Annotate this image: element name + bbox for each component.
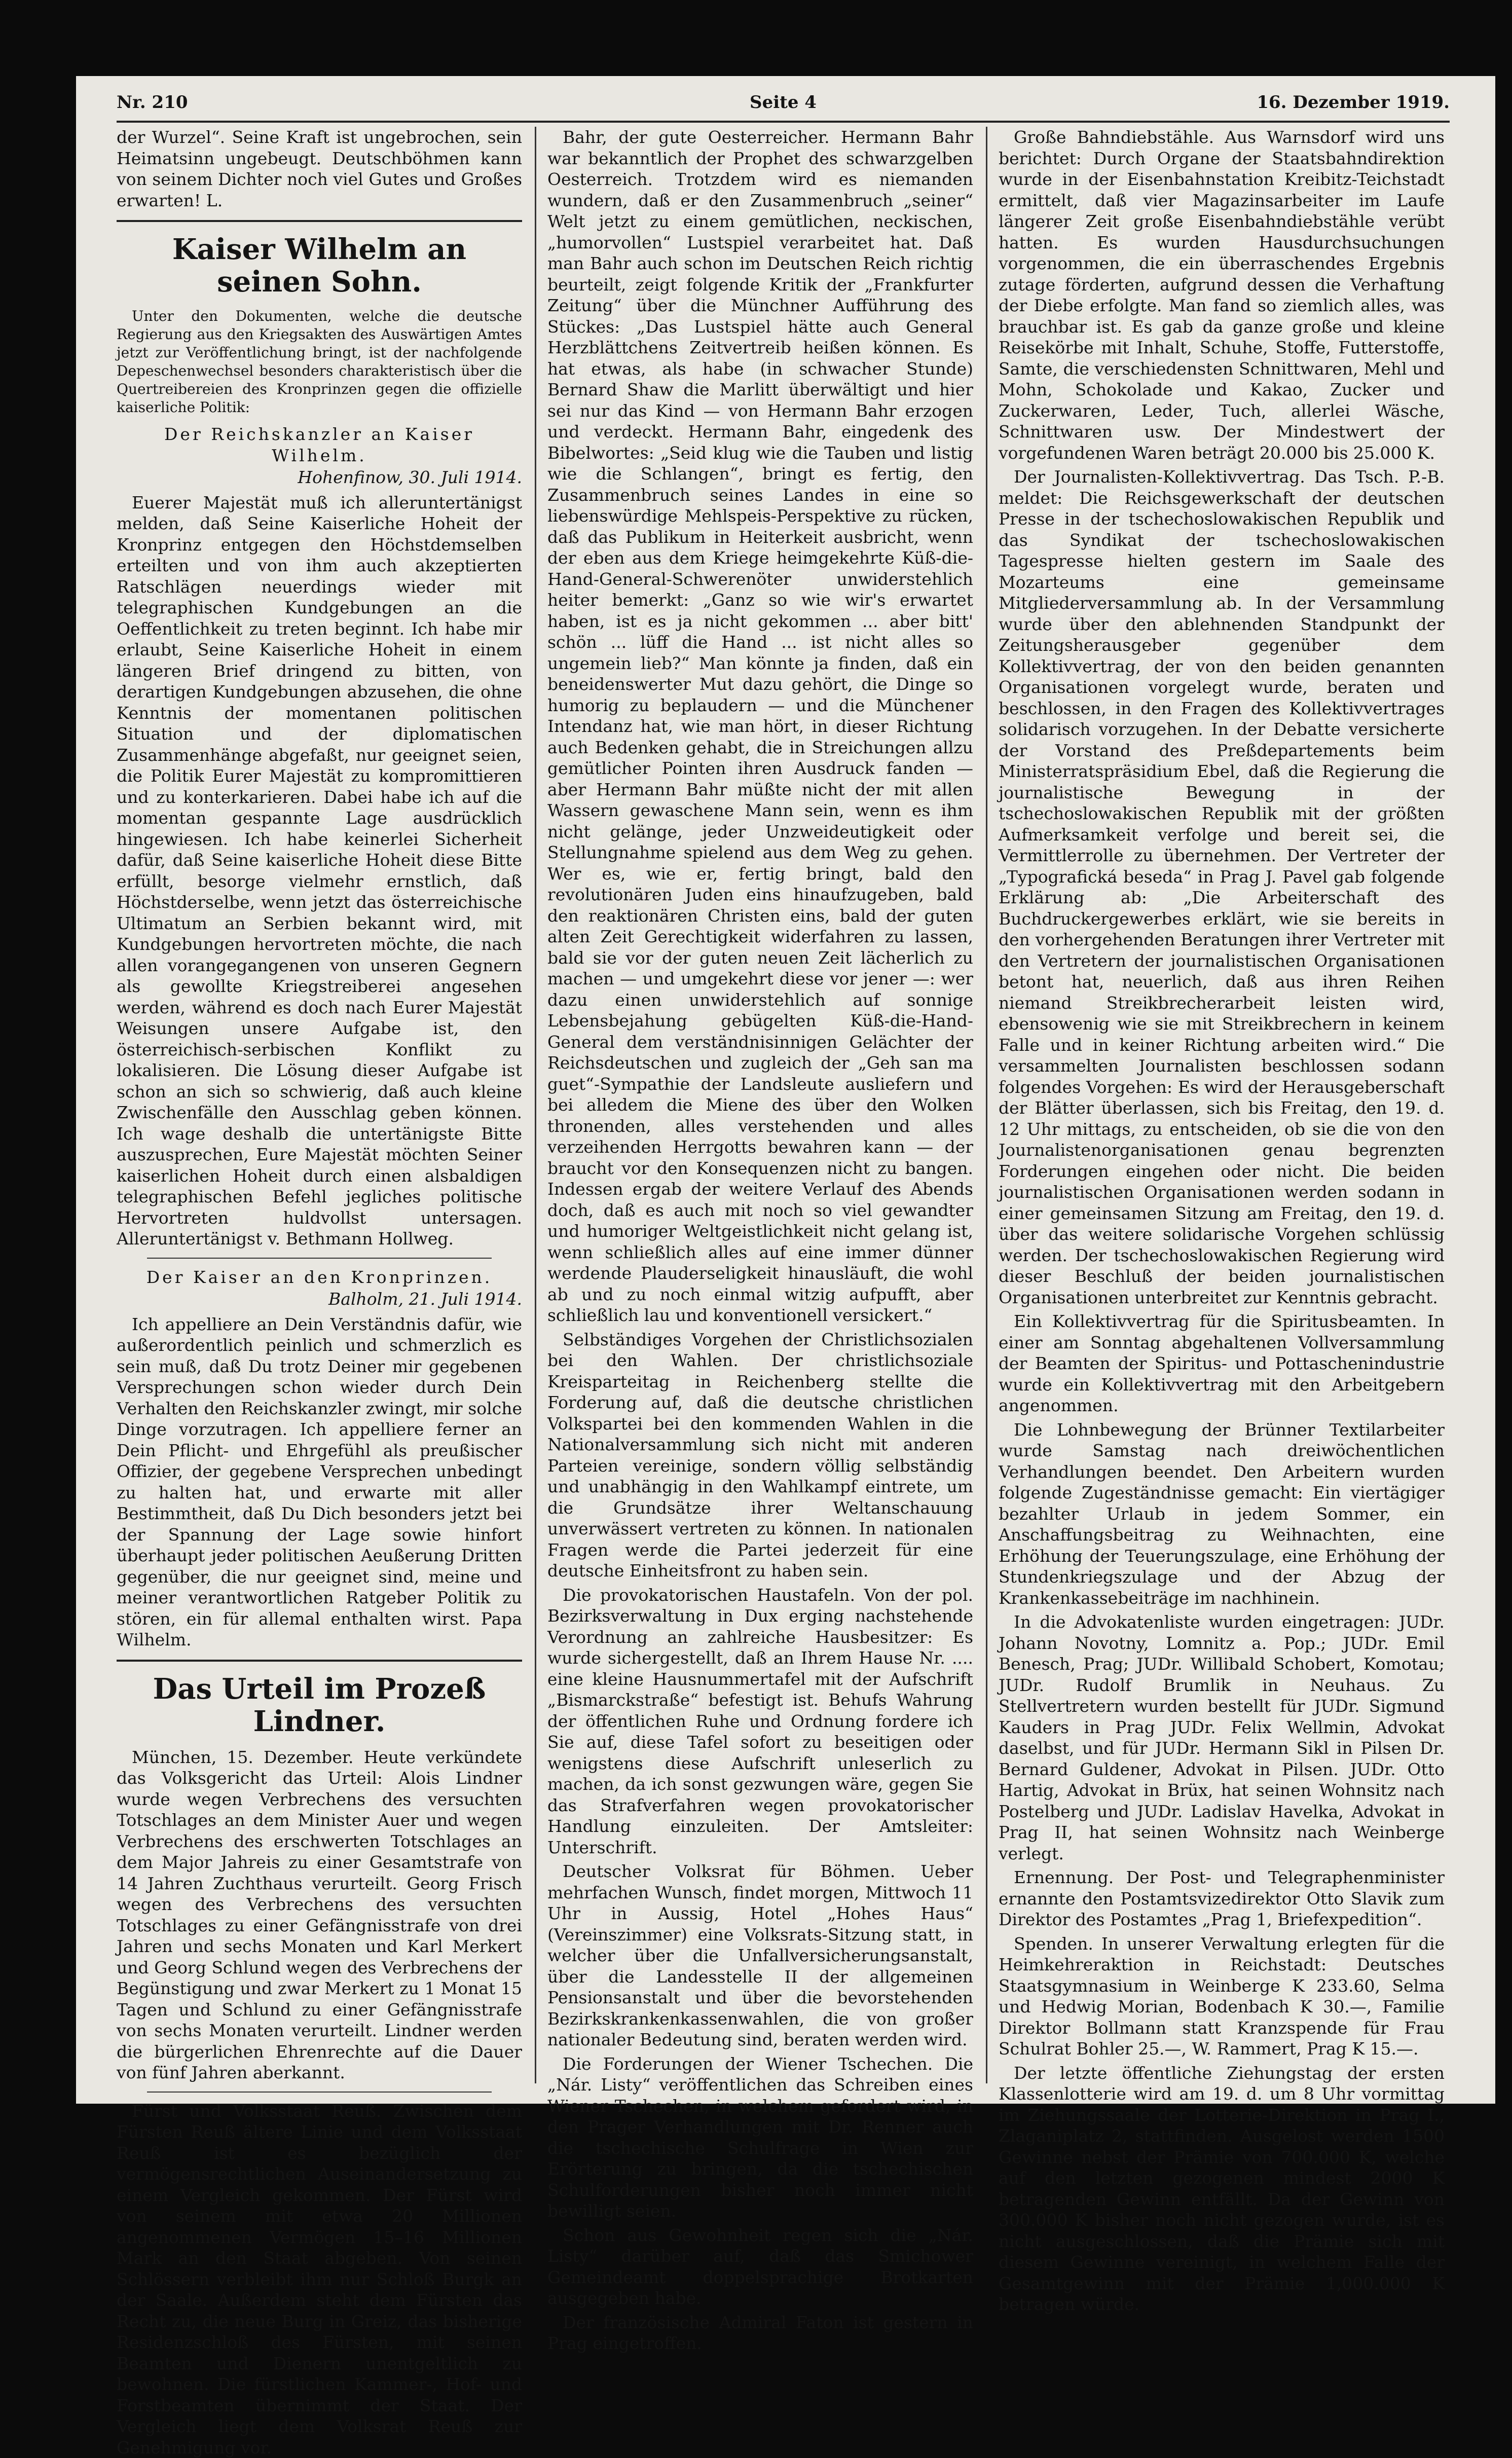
separator	[147, 1258, 492, 1259]
article-paragraph: Der Journalisten-Kollektivvertrag. Das Tsch. P.-B. meldet: Die Reichsgewerkschaft der deutschen Presse in der tschechoslowakischen Republik und das Syndikat der tschechoslowakischen Tagespresse hielten gestern im Saale des Mozarteums eine gemeinsame Mitgliederversammlung ab. In der Versammlung wurde über den ablehnenden Standpunkt der Zeitungsherausgeber gegenüber dem Kollektivvertrag, der von den beiden genannten Organisationen vorgelegt wurde, beraten und beschlossen, in den Fragen des Kollektivvertrages solidarisch vorzugehen. In der Debatte versicherte der Vorstand des Preßdepartements beim Ministerratspräsidium Ebel, daß die Regierung die journalistische Bewegung in der tschechoslowakischen Republik mit der größten Aufmerksamkeit verfolge und bereit sei, die Vermittlerrolle zu übernehmen. Der Vertreter der „Typografická beseda“ in Prag J. Pavel gab folgende Erklärung ab: „Die Arbeiterschaft des Buchdruckergewerbes erklärt, wie sie bereits in den vorhergehenden Beratungen ihrer Vertreter mit den Vertretern der journalistischen Organisationen betont hat, neuerlich, daß aus ihren Reihen niemand Streikbrecherarbeit leisten wird, ebensowenig wie sie mit Streikbrechern in keinem Falle und in keiner Richtung arbeiten wird.“ Die versammelten Journalisten beschlossen sodann folgendes Vorgehen: Es wird der Herausgeberschaft der Blätter überlassen, sich bis Freitag, den 19. d. 12 Uhr mittags, zu entscheiden, ob sie die von den Journalistenorganisationen genau begrenzten Forderungen eingehen oder nicht. Die beiden journalistischen Organisationen werden sodann in einer gemeinsamen Sitzung am Freitag, den 19. d. über das weitere solidarische Vorgehen schlüssig werden. Der tschechoslowakischen Regierung wird dieser Beschluß der beiden journalistischen Organisationen unterbreitet zur Kenntnis gebracht.	[999, 466, 1445, 1308]
column-left	[117, 127, 522, 2083]
article-paragraph: Selbständiges Vorgehen der Christlichsozialen bei den Wahlen. Der christlichsoziale Kreisparteitag in Reichenberg stellte die Forderung auf, daß die deutsche christlichen Volkspartei bei den kommenden Wahlen in die Nationalversammlung sich nicht mit anderen Parteien vereinige, sondern völlig selbständig und unabhängig in den Wahlkampf eintrete, um die Grundsätze ihrer Weltanschauung unverwässert vertreten zu können. In nationalen Fragen werde die Partei jederzeit für eine deutsche Einheitsfront zu haben sein.	[547, 1329, 973, 1582]
article-intro: Unter den Dokumenten, welche die deutsche Regierung aus den Kriegsakten des Auswärtigen Amtes jetzt zur Veröffentlichung bringt, ist der nachfolgende Depeschenwechsel besonders charakteristisch über die Quertreibereien des Kronprinzen gegen die offizielle kaiserliche Politik:	[117, 307, 522, 417]
article-paragraph: Deutscher Volksrat für Böhmen. Ueber mehrfachen Wunsch, findet morgen, Mittwoch 11 Uhr in Aussig, Hotel „Hohes Haus“ (Vereinszimmer) eine Volksrats-Sitzung statt, in welcher über die Unfallversicherungsanstalt, über die Landesstelle II der allgemeinen Pensionsanstalt und über die bevorstehenden Bezirkskrankenkassenwahlen, die von großer nationaler Bedeutung sind, beraten werden wird.	[547, 1861, 973, 2050]
article-paragraph: Schon aus Gewohnheit regen sich die „Nár. Listy“ darüber auf, daß das Smichower Gemeindeamt doppelsprachige Brotkarten ausgegeben habe.	[547, 2225, 973, 2309]
article-paragraph: München, 15. Dezember. Heute verkündete das Volksgericht das Urteil: Alois Lindner wurde wegen Verbrechens des versuchten Totschlages an dem Minister Auer und wegen Verbrechens des erschwerten Totschlages an dem Major Jahreis zu einer Gesamtstrafe von 14 Jahren Zuchthaus verurteilt. Georg Frisch wegen des Verbrechens des versuchten Totschlages zu einer Gefängnisstrafe von drei Jahren und sechs Monaten und Karl Merkert und Georg Schlund wegen des Verbrechens der Begünstigung und zwar Merkert zu 1 Monat 15 Tagen und Schlund zu einer Gefängnisstrafe von sechs Monaten verurteilt. Lindner werden die bürgerlichen Ehrenrechte auf die Dauer von fünf Jahren aberkannt.	[117, 1747, 522, 2083]
article-paragraph: Ich appelliere an Dein Verständnis dafür, wie außerordentlich peinlich und schmerzlich es sein muß, daß Du trotz Deiner mir gegebenen Versprechungen schon wieder durch Dein Verhalten den Reichskanzler zwingt, mir solche Dinge vorzutragen. Ich appelliere ferner an Dein Pflicht- und Ehrgefühl als preußischer Offizier, der gegebene Versprechen unbedingt zu halten hat, und erwarte mit aller Bestimmtheit, daß Du Dich besonders jetzt bei der Spannung der Lage sowie hinfort überhaupt jeder politischen Aeußerung Dritten gegenüber, die nur geeignet sind, meine und meiner verantwortlichen Ratgeber Politik zu stören, ein für allemal enthalten wirst. Papa Wilhelm.	[117, 1314, 522, 1650]
article-paragraph: Der französische Admiral Faton ist gestern in Prag eingetroffen.	[547, 2312, 973, 2354]
section-divider	[117, 220, 522, 222]
section-divider	[117, 1660, 522, 1662]
column-middle	[547, 127, 973, 2083]
column-rule	[986, 127, 987, 2083]
dateline-hohenfinow: Hohenfinow, 30. Juli 1914.	[117, 467, 522, 488]
headline-kaiser-wilhelm: Kaiser Wilhelm an seinen Sohn.	[117, 233, 522, 298]
article-paragraph: Ernennung. Der Post- und Telegraphenminister ernannte den Postamtsvizedirektor Otto Slavik zum Direktor des Postamtes „Prag 1, Briefexpedition“.	[999, 1867, 1445, 1930]
subheading-reichskanzler: Der Reichskanzler an Kaiser Wilhelm.	[117, 424, 522, 466]
article-paragraph: Euerer Majestät muß ich alleruntertänigst melden, daß Seine Kaiserliche Hoheit der Kronprinz entgegen den Höchstdemselben erteilten und von ihm auch akzeptierten Ratschlägen neuerdings wieder mit telegraphischen Kundgebungen an die Oeffentlichkeit zu treten beginnt. Ich habe mir erlaubt, Seine Kaiserliche Hoheit in einem längeren Brief dringend zu bitten, von derartigen Kundgebungen abzusehen, die ohne Kenntnis der momentanen politischen Situation und der diplomatischen Zusammenhänge abgefaßt, nur geeignet seien, die Politik Eurer Majestät zu kompromittieren und zu konterkarieren. Dabei habe ich auf die momentan gespannte Lage ausdrücklich hingewiesen. Ich habe keinerlei Sicherheit dafür, daß Seine kaiserliche Hoheit diese Bitte erfüllt, besorge vielmehr ernstlich, daß Höchstderselbe, wenn jetzt das österreichische Ultimatum an Serbien bekannt wird, mit Kundgebungen hervortreten möchte, die nach allen vorangegangenen von unseren Gegnern als gewollte Kriegstreiberei angesehen werden, während es doch nach Eurer Majestät Weisungen unsere Aufgabe ist, den österreichisch-serbischen Konflikt zu lokalisieren. Die Lösung dieser Aufgabe ist schon an sich so schwierig, daß auch kleine Zwischenfälle den Ausschlag geben können. Ich wage deshalb die untertänigste Bitte auszusprechen, Eure Majestät möchten Seiner kaiserlichen Hoheit durch einen alsbaldigen telegraphischen Befehl jegliches politische Hervortreten huldvollst untersagen. Alleruntertänigst v. Bethmann Hollweg.	[117, 492, 522, 1250]
article-paragraph: Spenden. In unserer Verwaltung erlegten für die Heimkehreraktion in Reichstadt: Deutsches Staatsgymnasium in Weinberge K 233.60, Selma und Hedwig Morian, Bodenbach K 30.—, Familie Direktor Bollmann statt Kranzspende für Frau Schulrat Bohler 25.—, W. Rammert, Prag K 15.—.	[999, 1933, 1445, 2060]
headline-prozess-lindner: Das Urteil im Prozeß Lindner.	[117, 1673, 522, 1738]
newspaper-page	[76, 76, 1495, 2104]
column-rule	[535, 127, 536, 2083]
article-paragraph: Große Bahndiebstähle. Aus Warnsdorf wird uns berichtet: Durch Organe der Staatsbahndirektion wurde in der Eisenbahnstation Kreibitz-Teichstadt ermittelt, daß vier Magazinsarbeiter im Laufe längerer Zeit große Eisenbahndiebstähle verübt hatten. Es wurden Hausdurchsuchungen vorgenommen, die ein überraschendes Ergebnis zutage förderten, aufgrund dessen die Verhaftung der Diebe erfolgte. Man fand so ziemlich alles, was brauchbar ist. Es gab da ganze große und kleine Reisekörbe mit Inhalt, Schuhe, Stoffe, Futterstoffe, Samte, die verschiedensten Schnittwaren, Mehl und Mohn, Schokolade und Kakao, Zucker und Zuckerwaren, Leder, Tuch, allerlei Wäsche, Schnittwaren usw. Der Mindestwert der vorgefundenen Waren beträgt 20.000 bis 25.000 K.	[999, 127, 1445, 463]
page-number: Seite 4	[117, 92, 1450, 113]
dateline-balholm: Balholm, 21. Juli 1914.	[117, 1289, 522, 1310]
subheading-kaiser: Der Kaiser an den Kronprinzen.	[117, 1267, 522, 1288]
article-paragraph: Die Lohnbewegung der Brünner Textilarbeiter wurde Samstag nach dreiwöchentlichen Verhandlungen beendet. Den Arbeitern wurden folgende Zugeständnisse gemacht: Ein viertägiger bezahlter Urlaub in jedem Sommer, ein Anschaffungsbeitrag zu Weihnachten, eine Erhöhung der Teuerungszulage, eine Erhöhung der Stundenkriegszulage und der Abzug der Krankenkassebeiträge im nachhinein.	[999, 1419, 1445, 1609]
article-paragraph: In die Advokatenliste wurden eingetragen: JUDr. Johann Novotny, Lomnitz a. Pop.; JUDr. Emil Benesch, Prag; JUDr. Willibald Schobert, Komotau; JUDr. Rudolf Brumlik in Neuhaus. Zu Stellvertretern wurden bestellt für JUDr. Sigmund Kauders in Prag JUDr. Felix Wellmin, Advokat daselbst, und für JUDr. Hermann Sikl in Pilsen Dr. Bernard Guldener, Advokat in Pilsen. JUDr. Otto Hartig, Advokat in Brüx, hat seinen Wohnsitz nach Postelberg und JUDr. Ladislav Havelka, Advokat in Prag II, hat seinen Wohnsitz nach Weinberge verlegt.	[999, 1611, 1445, 1864]
article-paragraph: Der letzte öffentliche Ziehungstag der ersten Klassenlotterie wird am 19. d. um 8 Uhr vormittag im Ziehungssaale der Lotterie-Direktion in Prag I., Zlaganiplatz 2, stattfinden. Ausgelost werden 1500 Gewinne nebst der Prämie von 700.000 K, welche auf den letzten gezogenen mindest 2000 K betragenden Gewinn entfällt. Da der Gewinn von 300.000 K bisher noch nicht gezogen wurde, ist es nicht ausgeschlossen, daß die Prämie sich mit diesem Gewinne vereinigt, in welchem Falle der Gesamtgewinn mit der Prämie 1,000.000 K betragen würde.	[999, 2063, 1445, 2315]
article-paragraph: Die provokatorischen Haustafeln. Von der pol. Bezirksverwaltung in Dux erging nachstehende Verordnung an zahlreiche Hausbesitzer: Es wurde sichergestellt, daß an Ihrem Hause Nr. .... eine kleine Hausnummertafel mit der Aufschrift „Bismarckstraße“ befestigt ist. Behufs Wahrung der öffentlichen Ruhe und Ordnung fordere ich Sie auf, diese Tafel sofort zu beseitigen oder wenigstens diese Aufschrift unleserlich zu machen, da ich sonst gezwungen wäre, gegen Sie das Strafverfahren wegen provokatorischer Handlung einzuleiten. Der Amtsleiter: Unterschrift.	[547, 1585, 973, 1858]
article-continuation: der Wurzel“. Seine Kraft ist ungebrochen, sein Heimatsinn ungebeugt. Deutschböhmen kann von seinem Dichter noch viel Gutes und Großes erwarten! L.	[117, 127, 522, 211]
article-paragraph: Bahr, der gute Oesterreicher. Hermann Bahr war bekanntlich der Prophet des schwarzgelben Oesterreich. Trotzdem wird es niemanden wundern, daß er den Zusammenbruch „seiner“ Welt jetzt zu einem gemütlichen, neckischen, „humorvollen“ Lustspiel verarbeitet hat. Daß man Bahr auch schon im Deutschen Reich richtig beurteilt, zeigt folgende Kritik der „Frankfurter Zeitung“ über die Münchner Aufführung des Stückes: „Das Lustspiel hätte auch General Herzblättchens Zeitvertreib heißen können. Es hat etwas, als habe (in schwacher Stunde) Bernard Shaw die Marlitt überwältigt und hier sei nur das Kind — von Hermann Bahr erzogen und verdeckt. Hermann Bahr, eingedenk des Bibelwortes: „Seid klug wie die Tauben und listig wie die Schlangen“, bringt es fertig, den Zusammenbruch seines Landes in eine so liebenswürdige Mehlspeis-Perspektive zu rücken, daß das Publikum in Heiterkeit ausbricht, wenn der eben aus dem Kriege heimgekehrte Küß-die-Hand-General-Schwerenöter unwiderstehlich heiter bemerkt: „Ganz so wie wir's erwartet haben, ist es ja nicht gekommen ... aber bitt' schön ... lüff die Hand ... ist nicht alles so ungemein lieb?“ Man könnte ja finden, daß ein beneidenswerter Mut dazu gehört, die Dinge so humorig zu beplaudern — und die Münchener Intendanz hat, wie man hört, in dieser Richtung auch Bedenken gehabt, die in Streichungen allzu gemütlicher Pointen ihren Ausdruck fanden — aber Hermann Bahr müßte nicht der mit allen Wassern gewaschene Mann sein, wenn es ihm nicht gelänge, jeder Unzweideutigkeit oder Stellungnahme spielend aus dem Weg zu gehen. Wer es, wie er, fertig bringt, bald den revolutionären Juden eins hinaufzugeben, bald den reaktionären Christen eins, bald der guten alten Zeit Gerechtigkeit widerfahren zu lassen, bald sie vor der guten neuen Zeit lächerlich zu machen — und umgekehrt diese vor jener —: wer dazu einen unwiderstehlich auf sonnige Lebensbejahung gebügelten Küß-die-Hand-General dem verständnisinnigen Gelächter der Reichsdeutschen und zugleich der „Geh san ma guet“-Sympathie der Landsleute ausliefern und bei alledem die Miene des über den Wolken thronenden, alles verstehenden und alles verzeihenden Herrgotts bewahren kann — der braucht vor den Konsequenzen nicht zu bangen. Indessen ergab der weitere Verlauf des Abends doch, daß es auch mit noch so viel gewandter und humoriger Weltgeistlichkeit nicht gelang ist, wenn schließlich alles auf eine immer dünner werdende Plauderseligkeit hinausläuft, die wohl ab und zu noch einmal witzig aufpufft, aber schließlich lau und konventionell versickert.“	[547, 127, 973, 1326]
column-right	[999, 127, 1445, 2083]
separator	[147, 2092, 492, 2093]
article-paragraph: Ein Kollektivvertrag für die Spiritusbeamten. In einer am Sonntag abgehaltenen Vollversammlung der Beamten der Spiritus- und Pottaschenindustrie wurde ein Kollektivvertrag mit den Arbeitgebern angenommen.	[999, 1311, 1445, 1416]
article-paragraph: Die Forderungen der Wiener Tschechen. Die „Nár. Listy“ veröffentlichen das Schreiben eines Wiener Tschechen, in welchem gefordert wird, in den Prager Verhandlungen mit Dr. Renner auch die tschechische Schulfrage in Wien zur Erörterung zu bringen, da die tschechischen Schulforderungen bisher noch immer nicht bewilligt seien.	[547, 2053, 973, 2222]
issue-date: 16. Dezember 1919.	[1257, 92, 1450, 113]
page-header	[117, 85, 1450, 123]
article-paragraph: Fürst und Volksstaat Reuß. Zwischen dem Fürsten Reuß ältere Linie und dem Volksstaat Reuß ist es bezüglich der vermögensrechtlichen Auseinandersetzung zu einem Vergleich gekommen. Der Fürst wird von seinem mit etwa 20 Millionen angenommenen Vermögen 15–16 Millionen Mark an den Staat abgeben. Von seinen Schlössern verbleibt ihm nur Schloß Burgk an der Saale. Außerdem steht dem Fürsten das Recht zu, die neue Burg in Greiz, das bisherige Residenzschloß des Fürsten, mit seinen Beamten und Dienern unentgeltlich zu bewohnen. Die fürstlichen Kammer-, Hof- und Forstbeamten übernimmt der Staat. Der Vergleich liegt dem Volksrat Reuß zur Genehmigung vor.	[117, 2101, 522, 2458]
issue-number: Nr. 210	[117, 92, 188, 113]
